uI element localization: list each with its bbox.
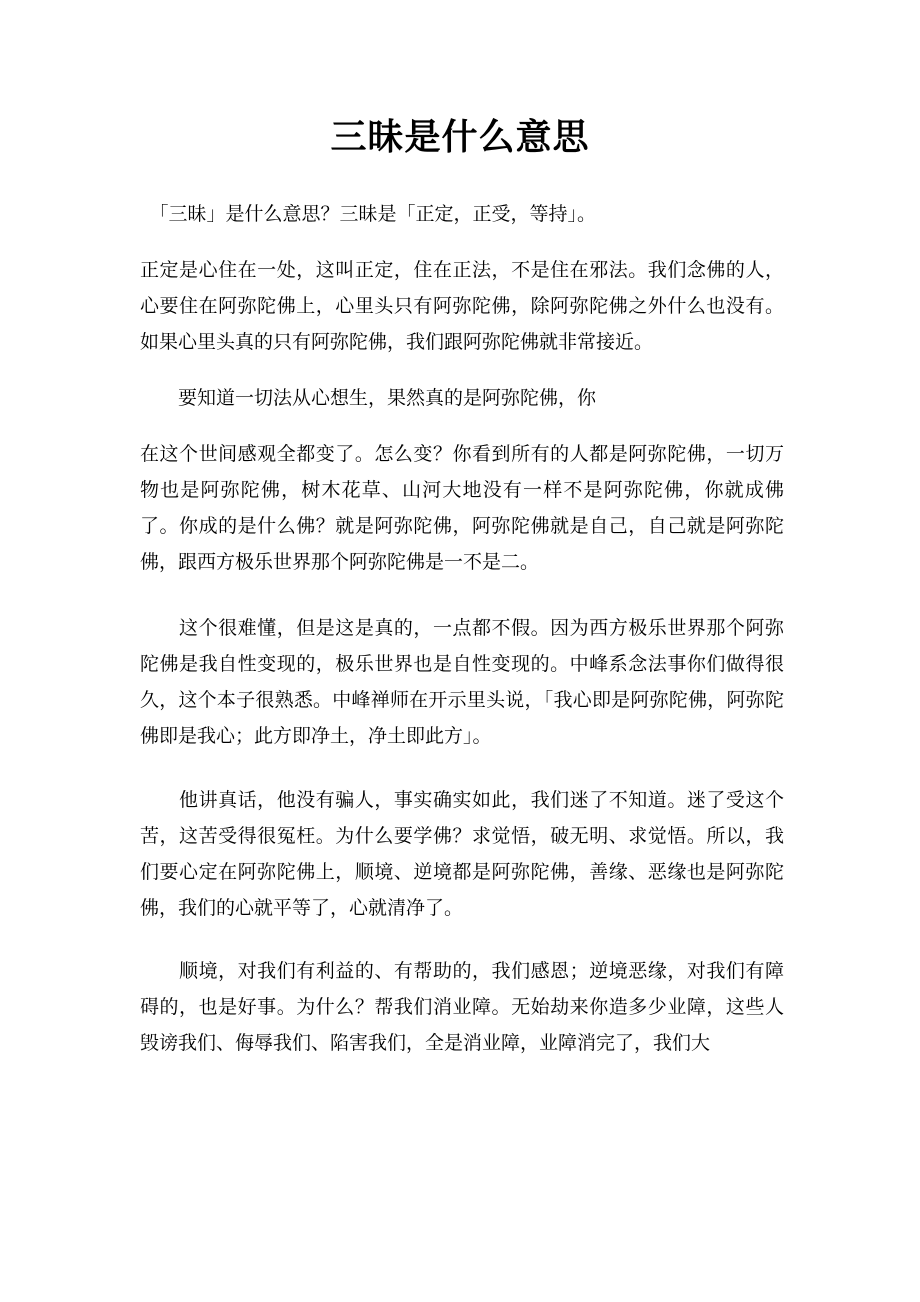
paragraph-5: 这个很难懂，但是这是真的，一点都不假。因为西方极乐世界那个阿弥陀佛是我自性变现的，极乐世界也是自性变现的。中峰系念法事你们做得很久，这个本子很熟悉。中峰禅师在开示里头说，「我心即是阿弥陀佛，阿弥陀佛即是我心；此方即净土，净土即此方」。 xyxy=(140,617,784,747)
paragraph-6: 他讲真话，他没有骗人，事实确实如此，我们迷了不知道。迷了受这个苦，这苦受得很冤枉。为什么要学佛？求觉悟，破无明、求觉悟。所以，我们要心定在阿弥陀佛上，顺境、逆境都是阿弥陀佛，善缘、恶缘也是阿弥陀佛，我们的心就平等了，心就清净了。 xyxy=(140,789,784,919)
paragraph-7: 顺境，对我们有利益的、有帮助的，我们感恩；逆境恶缘，对我们有障碍的，也是好事。为什么？帮我们消业障。无始劫来你造多少业障，这些人毁谤我们、侮辱我们、陷害我们，全是消业障，业障消完了，我们大 xyxy=(140,960,784,1054)
document-title: 三昧是什么意思 xyxy=(330,116,590,158)
paragraph-3: 要知道一切法从心想生，果然真的是阿弥陀佛，你 xyxy=(140,387,597,409)
paragraph-4: 在这个世间感观全都变了。怎么变？你看到所有的人都是阿弥陀佛，一切万物也是阿弥陀佛，树木花草、山河大地没有一样不是阿弥陀佛，你就成佛了。你成的是什么佛？就是阿弥陀佛，阿弥陀佛就是自己，自己就是阿弥陀佛，跟西方极乐世界那个阿弥陀佛是一不是二。 xyxy=(140,443,784,573)
paragraph-2: 正定是心住在一处，这叫正定，住在正法，不是住在邪法。我们念佛的人，心要住在阿弥陀佛上，心里头只有阿弥陀佛，除阿弥陀佛之外什么也没有。如果心里头真的只有阿弥陀佛，我们跟阿弥陀佛就非常接近。 xyxy=(140,259,784,353)
paragraph-1: 「三昧」是什么意思？三昧是「正定，正受，等持」。 xyxy=(140,203,597,225)
